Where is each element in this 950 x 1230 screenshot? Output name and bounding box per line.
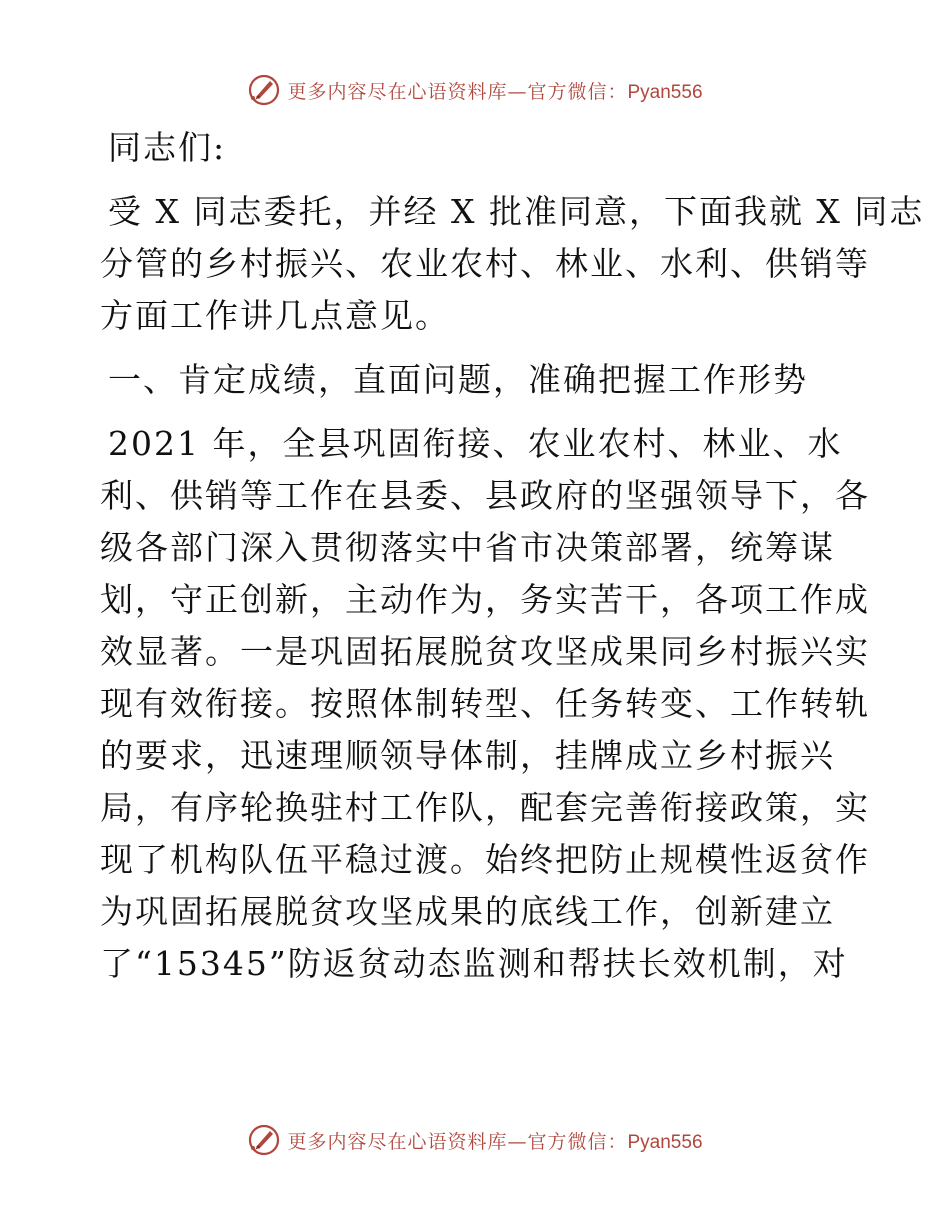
intro-line: 方面工作讲几点意见。	[100, 296, 450, 335]
body-line: 现有效衔接。按照体制转型、任务转变、工作转轨	[100, 684, 870, 723]
watermark-text	[287, 77, 702, 104]
intro-line: 分管的乡村振兴、农业农村、林业、水利、供销等	[100, 244, 870, 283]
watermark-wechat-id: Pyan556	[627, 1131, 703, 1153]
intro-line: 受 X 同志委托，并经 X 批准同意，下面我就 X 同志	[108, 192, 925, 231]
watermark-header	[0, 70, 950, 110]
document-body	[100, 122, 925, 990]
body-line: 局，有序轮换驻村工作队，配套完善衔接政策，实	[100, 788, 870, 827]
body-line: 效显著。一是巩固拓展脱贫攻坚成果同乡村振兴实	[100, 632, 870, 671]
quill-logo-icon	[247, 1123, 281, 1157]
body-line: 的要求，迅速理顺领导体制，挂牌成立乡村振兴	[100, 736, 835, 775]
body-line: 现了机构队伍平稳过渡。始终把防止规模性返贫作	[100, 840, 870, 879]
body-line: 利、供销等工作在县委、县政府的坚强领导下，各	[100, 476, 870, 515]
quill-logo-icon	[247, 73, 281, 107]
watermark-main-text: 更多内容尽在心语资料库—官方微信：	[287, 1130, 628, 1153]
body-line: 2021 年，全县巩固衔接、农业农村、林业、水	[108, 424, 843, 463]
greeting: 同志们:	[108, 128, 227, 167]
watermark-wechat-id: Pyan556	[627, 81, 703, 103]
body-line: 级各部门深入贯彻落实中省市决策部署，统筹谋	[100, 528, 835, 567]
body-line: 为巩固拓展脱贫攻坚成果的底线工作，创新建立	[100, 892, 835, 931]
watermark-footer	[0, 1120, 950, 1160]
watermark-text	[287, 1127, 702, 1154]
section-heading: 一、肯定成绩，直面问题，准确把握工作形势	[108, 360, 808, 399]
body-line: 了“15345”防返贫动态监测和帮扶长效机制，对	[100, 944, 848, 983]
body-line: 划，守正创新，主动作为，务实苦干，各项工作成	[100, 580, 870, 619]
watermark-main-text: 更多内容尽在心语资料库—官方微信：	[287, 80, 628, 103]
